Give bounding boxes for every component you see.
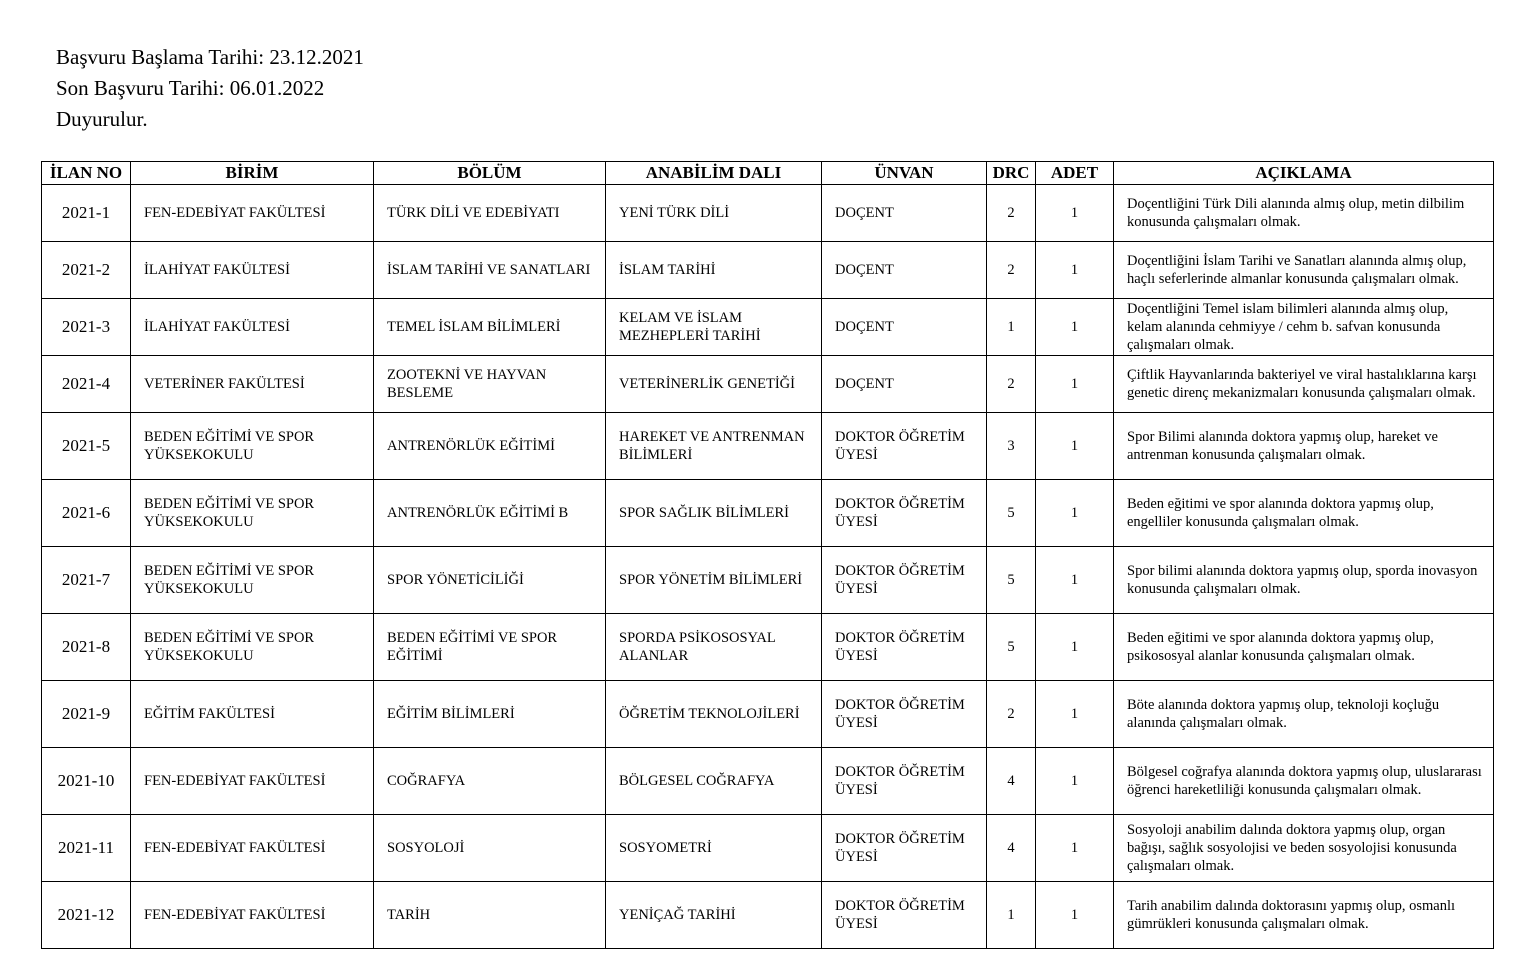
cell-anabilim-dali: İSLAM TARİHİ	[606, 242, 822, 299]
cell-aciklama: Bölgesel coğrafya alanında doktora yapmış olup, uluslararası öğrenci hareketliliği konusunda çalışmaları olmak.	[1114, 748, 1494, 815]
application-end-date: Son Başvuru Tarihi: 06.01.2022	[56, 76, 325, 100]
cell-adet: 1	[1036, 413, 1114, 480]
cell-ilan-no: 2021-7	[42, 547, 131, 614]
cell-bolum: ANTRENÖRLÜK EĞİTİMİ	[374, 413, 606, 480]
cell-aciklama: Doçentliğini İslam Tarihi ve Sanatları alanında almış olup, haçlı seferlerinde almanlar konusunda çalışmaları olmak.	[1114, 242, 1494, 299]
cell-adet: 1	[1036, 185, 1114, 242]
cell-anabilim-dali: YENİ TÜRK DİLİ	[606, 185, 822, 242]
cell-drc: 4	[987, 815, 1036, 882]
cell-unvan: DOÇENT	[822, 185, 987, 242]
cell-aciklama: Sosyoloji anabilim dalında doktora yapmış olup, organ bağışı, sağlık sosyolojisi ve beden sosyolojisi konusunda çalışmaları olmak.	[1114, 815, 1494, 882]
cell-unvan: DOKTOR ÖĞRETİM ÜYESİ	[822, 614, 987, 681]
cell-birim: FEN-EDEBİYAT FAKÜLTESİ	[131, 748, 374, 815]
table-row	[42, 242, 1494, 299]
cell-adet: 1	[1036, 547, 1114, 614]
cell-drc: 2	[987, 242, 1036, 299]
cell-unvan: DOKTOR ÖĞRETİM ÜYESİ	[822, 882, 987, 949]
column-header-unvan: ÜNVAN	[822, 162, 987, 185]
application-start-date: Başvuru Başlama Tarihi: 23.12.2021	[56, 45, 364, 69]
cell-anabilim-dali: YENİÇAĞ TARİHİ	[606, 882, 822, 949]
cell-drc: 2	[987, 681, 1036, 748]
cell-aciklama: Spor Bilimi alanında doktora yapmış olup, hareket ve antrenman konusunda çalışmaları olmak.	[1114, 413, 1494, 480]
cell-adet: 1	[1036, 882, 1114, 949]
cell-drc: 2	[987, 356, 1036, 413]
table-header-row	[42, 162, 1494, 185]
cell-anabilim-dali: SPOR SAĞLIK BİLİMLERİ	[606, 480, 822, 547]
cell-aciklama: Çiftlik Hayvanlarında bakteriyel ve viral hastalıklarına karşı genetic direnç mekanizmaları konusunda çalışmaları olmak.	[1114, 356, 1494, 413]
cell-anabilim-dali: KELAM VE İSLAM MEZHEPLERİ TARİHİ	[606, 299, 822, 356]
cell-bolum: İSLAM TARİHİ VE SANATLARI	[374, 242, 606, 299]
cell-unvan: DOKTOR ÖĞRETİM ÜYESİ	[822, 748, 987, 815]
cell-drc: 4	[987, 748, 1036, 815]
cell-drc: 1	[987, 882, 1036, 949]
cell-bolum: SPOR YÖNETİCİLİĞİ	[374, 547, 606, 614]
cell-birim: FEN-EDEBİYAT FAKÜLTESİ	[131, 185, 374, 242]
column-header-aciklama: AÇIKLAMA	[1114, 162, 1494, 185]
cell-birim: İLAHİYAT FAKÜLTESİ	[131, 299, 374, 356]
cell-birim: BEDEN EĞİTİMİ VE SPOR YÜKSEKOKULU	[131, 413, 374, 480]
cell-anabilim-dali: VETERİNERLİK GENETİĞİ	[606, 356, 822, 413]
cell-unvan: DOKTOR ÖĞRETİM ÜYESİ	[822, 547, 987, 614]
cell-adet: 1	[1036, 681, 1114, 748]
table-row	[42, 185, 1494, 242]
cell-unvan: DOKTOR ÖĞRETİM ÜYESİ	[822, 480, 987, 547]
cell-bolum: TEMEL İSLAM BİLİMLERİ	[374, 299, 606, 356]
cell-anabilim-dali: ÖĞRETİM TEKNOLOJİLERİ	[606, 681, 822, 748]
cell-aciklama: Spor bilimi alanında doktora yapmış olup, sporda inovasyon konusunda çalışmaları olmak.	[1114, 547, 1494, 614]
cell-aciklama: Böte alanında doktora yapmış olup, teknoloji koçluğu alanında çalışmaları olmak.	[1114, 681, 1494, 748]
cell-unvan: DOKTOR ÖĞRETİM ÜYESİ	[822, 815, 987, 882]
cell-birim: FEN-EDEBİYAT FAKÜLTESİ	[131, 882, 374, 949]
column-header-bolum: BÖLÜM	[374, 162, 606, 185]
cell-drc: 5	[987, 547, 1036, 614]
table-row	[42, 614, 1494, 681]
table-row	[42, 547, 1494, 614]
cell-ilan-no: 2021-6	[42, 480, 131, 547]
cell-drc: 3	[987, 413, 1036, 480]
cell-ilan-no: 2021-11	[42, 815, 131, 882]
cell-birim: EĞİTİM FAKÜLTESİ	[131, 681, 374, 748]
table-row	[42, 681, 1494, 748]
cell-adet: 1	[1036, 299, 1114, 356]
cell-birim: VETERİNER FAKÜLTESİ	[131, 356, 374, 413]
column-header-anabilim-dali: ANABİLİM DALI	[606, 162, 822, 185]
cell-drc: 5	[987, 480, 1036, 547]
cell-ilan-no: 2021-8	[42, 614, 131, 681]
job-listings-table	[41, 161, 1494, 949]
cell-anabilim-dali: SPOR YÖNETİM BİLİMLERİ	[606, 547, 822, 614]
cell-anabilim-dali: SOSYOMETRİ	[606, 815, 822, 882]
table-row	[42, 480, 1494, 547]
cell-unvan: DOKTOR ÖĞRETİM ÜYESİ	[822, 681, 987, 748]
cell-ilan-no: 2021-10	[42, 748, 131, 815]
cell-birim: BEDEN EĞİTİMİ VE SPOR YÜKSEKOKULU	[131, 547, 374, 614]
cell-anabilim-dali: BÖLGESEL COĞRAFYA	[606, 748, 822, 815]
cell-bolum: EĞİTİM BİLİMLERİ	[374, 681, 606, 748]
cell-ilan-no: 2021-2	[42, 242, 131, 299]
cell-birim: FEN-EDEBİYAT FAKÜLTESİ	[131, 815, 374, 882]
cell-ilan-no: 2021-3	[42, 299, 131, 356]
cell-adet: 1	[1036, 748, 1114, 815]
cell-ilan-no: 2021-4	[42, 356, 131, 413]
column-header-ilan-no: İLAN NO	[42, 162, 131, 185]
announcement-text: Duyurulur.	[56, 107, 148, 131]
cell-anabilim-dali: HAREKET VE ANTRENMAN BİLİMLERİ	[606, 413, 822, 480]
cell-adet: 1	[1036, 242, 1114, 299]
column-header-adet: ADET	[1036, 162, 1114, 185]
cell-bolum: TARİH	[374, 882, 606, 949]
cell-birim: İLAHİYAT FAKÜLTESİ	[131, 242, 374, 299]
cell-unvan: DOÇENT	[822, 356, 987, 413]
cell-bolum: ANTRENÖRLÜK EĞİTİMİ B	[374, 480, 606, 547]
table-row	[42, 299, 1494, 356]
cell-drc: 5	[987, 614, 1036, 681]
cell-bolum: BEDEN EĞİTİMİ VE SPOR EĞİTİMİ	[374, 614, 606, 681]
table-row	[42, 748, 1494, 815]
cell-birim: BEDEN EĞİTİMİ VE SPOR YÜKSEKOKULU	[131, 614, 374, 681]
cell-ilan-no: 2021-5	[42, 413, 131, 480]
cell-adet: 1	[1036, 356, 1114, 413]
cell-aciklama: Tarih anabilim dalında doktorasını yapmış olup, osmanlı gümrükleri konusunda çalışmaları olmak.	[1114, 882, 1494, 949]
cell-drc: 1	[987, 299, 1036, 356]
cell-birim: BEDEN EĞİTİMİ VE SPOR YÜKSEKOKULU	[131, 480, 374, 547]
cell-ilan-no: 2021-9	[42, 681, 131, 748]
cell-unvan: DOKTOR ÖĞRETİM ÜYESİ	[822, 413, 987, 480]
cell-bolum: COĞRAFYA	[374, 748, 606, 815]
document-header	[56, 42, 364, 135]
column-header-drc: DRC	[987, 162, 1036, 185]
cell-unvan: DOÇENT	[822, 299, 987, 356]
cell-aciklama: Doçentliğini Türk Dili alanında almış olup, metin dilbilim konusunda çalışmaları olmak.	[1114, 185, 1494, 242]
table-row	[42, 815, 1494, 882]
cell-ilan-no: 2021-1	[42, 185, 131, 242]
cell-unvan: DOÇENT	[822, 242, 987, 299]
cell-adet: 1	[1036, 815, 1114, 882]
column-header-birim: BİRİM	[131, 162, 374, 185]
cell-aciklama: Beden eğitimi ve spor alanında doktora yapmış olup, psikososyal alanlar konusunda çalışmaları olmak.	[1114, 614, 1494, 681]
table-row	[42, 882, 1494, 949]
cell-aciklama: Beden eğitimi ve spor alanında doktora yapmış olup, engelliler konusunda çalışmaları olmak.	[1114, 480, 1494, 547]
cell-adet: 1	[1036, 614, 1114, 681]
cell-ilan-no: 2021-12	[42, 882, 131, 949]
table-row	[42, 356, 1494, 413]
cell-anabilim-dali: SPORDA PSİKOSOSYAL ALANLAR	[606, 614, 822, 681]
cell-bolum: SOSYOLOJİ	[374, 815, 606, 882]
cell-bolum: ZOOTEKNİ VE HAYVAN BESLEME	[374, 356, 606, 413]
cell-adet: 1	[1036, 480, 1114, 547]
cell-bolum: TÜRK DİLİ VE EDEBİYATI	[374, 185, 606, 242]
cell-aciklama: Doçentliğini Temel islam bilimleri alanında almış olup, kelam alanında cehmiyye / cehm b. safvan konusunda çalışmaları olmak.	[1114, 299, 1494, 356]
table-row	[42, 413, 1494, 480]
cell-drc: 2	[987, 185, 1036, 242]
